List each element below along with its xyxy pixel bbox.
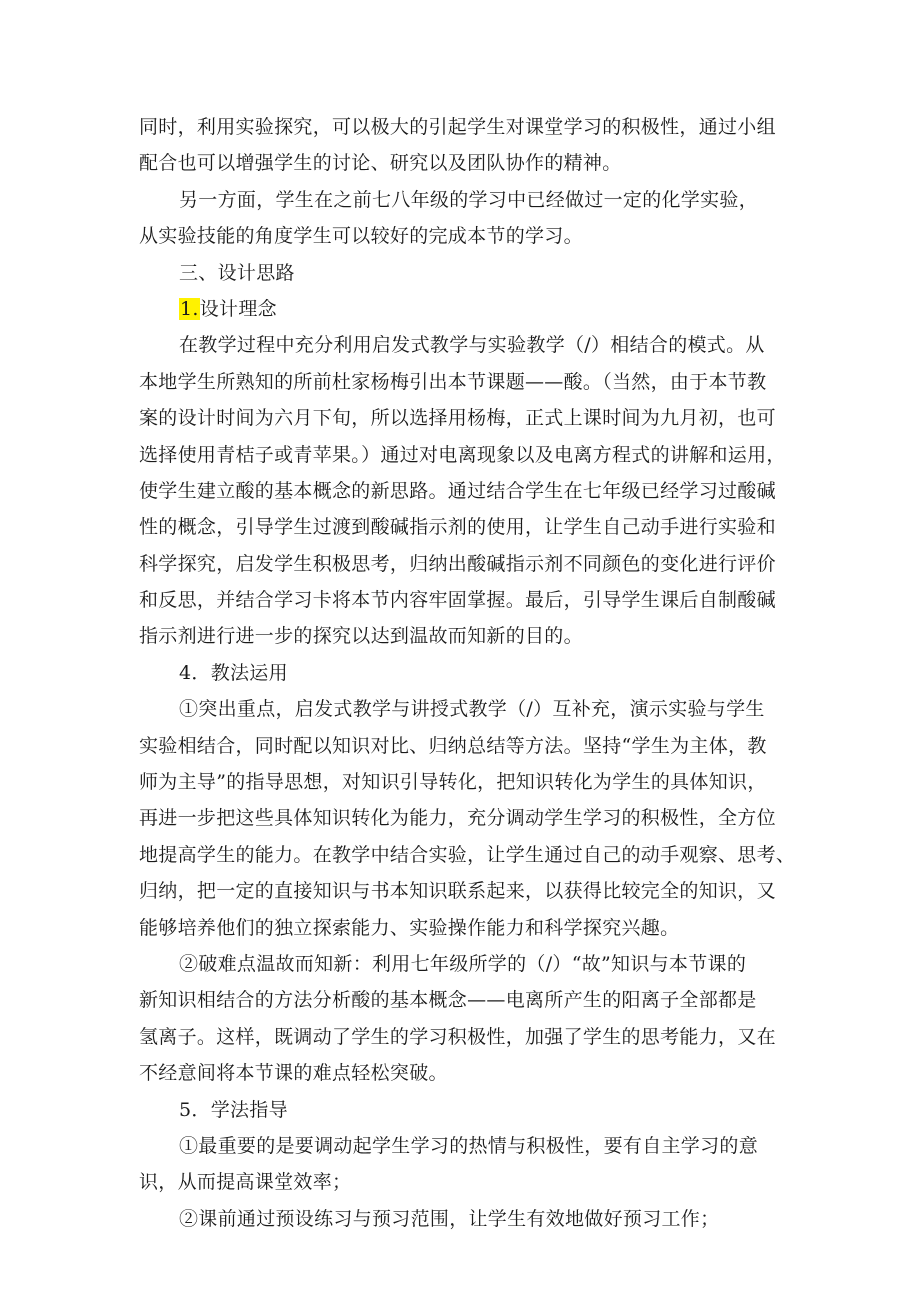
text-line: ①最重要的是要调动起学生学习的热情与积极性，要有自主学习的意 xyxy=(179,1134,759,1157)
text-line: 地提高学生的能力。在教学中结合实验，让学生通过自己的动手观察、思考、 xyxy=(139,843,796,866)
subsection-title: 设计理念 xyxy=(199,297,277,320)
highlighted-number: 1. xyxy=(180,297,199,320)
text-line: 能够培养他们的独立探索能力、实验操作能力和科学探究兴趣。 xyxy=(139,916,680,939)
subsection-heading xyxy=(139,291,799,327)
text-line: 选择使用青桔子或青苹果。）通过对电离现象以及电离方程式的讲解和运用， xyxy=(139,443,786,466)
text-line: 从实验技能的角度学生可以较好的完成本节的学习。 xyxy=(139,225,583,248)
text-line: 案的设计时间为六月下旬，所以选择用杨梅，正式上课时间为九月初，也可 xyxy=(139,407,776,430)
text-line: ②破难点温故而知新：利用七年级所学的（/）“故”知识与本节课的 xyxy=(179,952,747,975)
text-line: 实验相结合，同时配以知识对比、归纳总结等方法。坚持“学生为主体，教 xyxy=(139,734,767,757)
text-line: 使学生建立酸的基本概念的新思路。通过结合学生在七年级已经学习过酸碱 xyxy=(139,479,776,502)
subsection-heading: 4．教法运用 xyxy=(179,661,288,684)
text-line: 另一方面，学生在之前七八年级的学习中已经做过一定的化学实验， xyxy=(179,188,759,211)
document-body xyxy=(139,109,799,1237)
text-line: 本地学生所熟知的所前杜家杨梅引出本节课题——酸。（当然，由于本节教 xyxy=(139,370,767,393)
text-line: 科学探究，启发学生积极思考，归纳出酸碱指示剂不同颜色的变化进行评价 xyxy=(139,552,776,575)
text-line: 归纳，把一定的直接知识与书本知识联系起来，以获得比较完全的知识，又 xyxy=(139,880,776,903)
subsection-heading: 5．学法指导 xyxy=(179,1098,288,1121)
text-line: 新知识相结合的方法分析酸的基本概念——电离所产生的阳离子全部都是 xyxy=(139,989,757,1012)
text-line: 配合也可以增强学生的讨论、研究以及团队协作的精神。 xyxy=(139,152,622,175)
text-line: 再进一步把这些具体知识转化为能力，充分调动学生学习的积极性，全方位 xyxy=(139,807,776,830)
section-heading: 三、设计思路 xyxy=(179,261,295,284)
text-line: 同时，利用实验探究，可以极大的引起学生对课堂学习的积极性，通过小组 xyxy=(139,116,776,138)
text-line: 不经意间将本节课的难点轻松突破。 xyxy=(139,1062,448,1085)
text-line: 氢离子。这样，既调动了学生的学习积极性，加强了学生的思考能力，又在 xyxy=(139,1025,776,1048)
text-line: 和反思，并结合学习卡将本节内容牢固掌握。最后，引导学生课后自制酸碱 xyxy=(139,589,776,612)
text-line: ②课前通过预设练习与预习范围，让学生有效地做好预习工作； xyxy=(179,1207,720,1230)
text-line: 师为主导”的指导思想，对知识引导转化，把知识转化为学生的具体知识， xyxy=(139,771,767,794)
text-line: 在教学过程中充分利用启发式教学与实验教学（/）相结合的模式。从 xyxy=(179,334,765,357)
text-line: 识，从而提高课堂效率； xyxy=(139,1171,352,1194)
text-line: ①突出重点，启发式教学与讲授式教学（/）互补充，演示实验与学生 xyxy=(179,698,765,721)
text-line: 指示剂进行进一步的探究以达到温故而知新的目的。 xyxy=(139,625,583,648)
text-line: 性的概念，引导学生过渡到酸碱指示剂的使用，让学生自己动手进行实验和 xyxy=(139,516,776,539)
